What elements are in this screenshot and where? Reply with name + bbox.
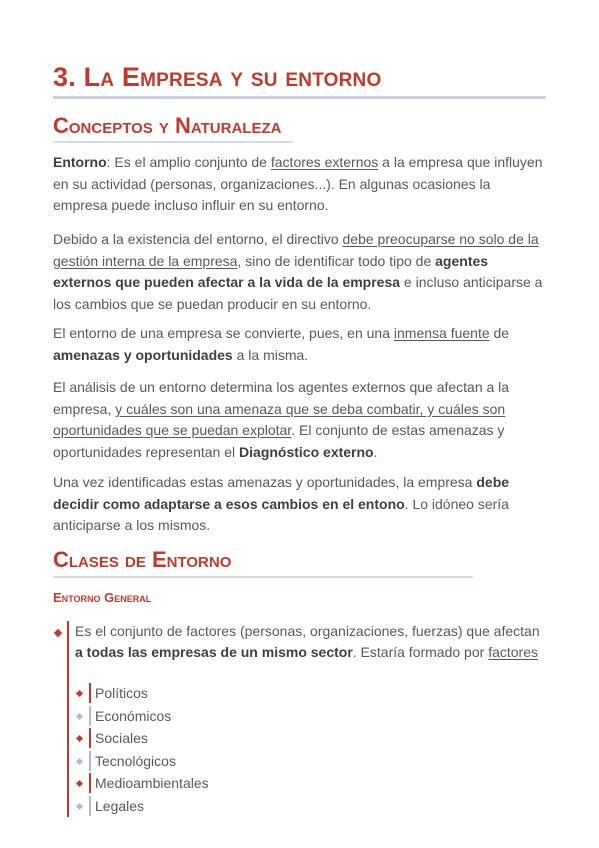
page-title: 3. La Empresa y su entorno <box>53 62 382 92</box>
bullet-diamond-icon <box>76 758 83 765</box>
sub-accent-bar <box>89 751 91 771</box>
section-divider-conceptos <box>53 141 293 143</box>
paragraph-analisis <box>53 377 547 463</box>
text-fragment: , sino de identificar todo tipo de <box>237 252 436 269</box>
text-fragment: . Lo idóneo sería anticiparse a los mismos. <box>53 495 509 533</box>
subheading-entorno-general: Entorno General <box>53 590 152 605</box>
bold-phrase: debe decidir como adaptarse a esos cambios en el entono <box>53 474 510 512</box>
bold-phrase: Diagnóstico externo <box>239 443 374 460</box>
paragraph-adaptacion <box>53 472 547 537</box>
text-fragment: . El conjunto de estas amenazas y oportunidades representan el <box>53 422 505 460</box>
paragraph-entorno-definition <box>53 152 547 217</box>
text-fragment: . Estaría formado por <box>352 644 489 660</box>
factor-label: Políticos <box>95 685 148 701</box>
list-accent-bar <box>67 621 69 817</box>
sub-list-item <box>72 727 272 749</box>
sub-accent-bar <box>89 796 91 816</box>
section-heading-clases: Clases de Entorno <box>53 547 232 572</box>
text-fragment: Debido a la existencia del entorno, el directivo <box>53 231 343 247</box>
bullet-diamond-icon <box>76 713 83 720</box>
sub-accent-bar <box>89 728 91 748</box>
sub-list-item <box>72 750 272 772</box>
bullet-diamond-icon <box>76 803 83 810</box>
bold-phrase: amenazas y oportunidades <box>53 346 233 363</box>
text-fragment: a la empresa que influyen en su actividad (personas, organizaciones...). En algunas ocasiones la empresa puede incluso influir en su entorno. <box>53 154 543 213</box>
underlined-phrase: factores <box>488 644 538 660</box>
section-heading-conceptos: Conceptos y Naturaleza <box>53 113 282 138</box>
factor-label: Económicos <box>95 708 172 724</box>
text-fragment: . <box>373 443 378 460</box>
factor-label: Sociales <box>95 730 148 746</box>
bold-phrase: a todas las empresas de un mismo sector <box>75 644 353 660</box>
bullet-diamond-icon <box>76 735 83 742</box>
text-fragment: e incluso anticiparse a los cambios que se puedan producir en su entorno. <box>53 274 543 312</box>
sub-list-item <box>72 682 272 704</box>
sub-accent-bar <box>89 683 91 703</box>
text-fragment: : Es el amplio conjunto de <box>106 154 271 170</box>
text-fragment: Es el conjunto de factores (personas, organizaciones, fuerzas) que afectan <box>75 623 540 639</box>
sub-list-item <box>72 795 272 817</box>
underlined-phrase: inmensa fuente <box>393 325 490 341</box>
text-fragment: El entorno de una empresa se convierte, pues, en una <box>53 325 394 341</box>
sub-list-item <box>72 772 272 794</box>
text-fragment: a la misma. <box>232 346 309 363</box>
sub-list-item <box>72 705 272 727</box>
text-fragment: El análisis de un entorno determina los agentes externos que afectan a la empresa, <box>53 379 510 417</box>
paragraph-directivo <box>53 229 547 315</box>
bold-phrase: agentes externos que pueden afectar a la vida de la empresa <box>53 252 489 290</box>
bullet-diamond-icon <box>54 629 62 637</box>
text-fragment: Una vez identificadas estas amenazas y oportunidades, la empresa <box>53 474 477 490</box>
title-divider <box>53 96 546 99</box>
bullet-diamond-icon <box>76 780 83 787</box>
list-item-entorno-general <box>75 621 545 663</box>
term-entorno: Entorno <box>53 154 107 170</box>
factor-label: Tecnológicos <box>95 753 176 769</box>
text-fragment: de <box>489 325 510 341</box>
underlined-phrase: debe preocuparse no solo de la gestión interna de la empresa <box>53 231 539 269</box>
paragraph-amenazas <box>53 323 547 366</box>
sub-accent-bar <box>89 706 91 726</box>
factor-label: Medioambientales <box>95 775 209 791</box>
factor-label: Legales <box>95 798 145 814</box>
sub-accent-bar <box>89 773 91 793</box>
underlined-phrase: y cuáles son una amenaza que se deba combatir, y cuáles son oportunidades que se puedan explotar <box>53 400 506 438</box>
underlined-phrase: factores externos <box>270 154 379 170</box>
bullet-diamond-icon <box>76 690 83 697</box>
section-divider-clases <box>53 576 473 578</box>
